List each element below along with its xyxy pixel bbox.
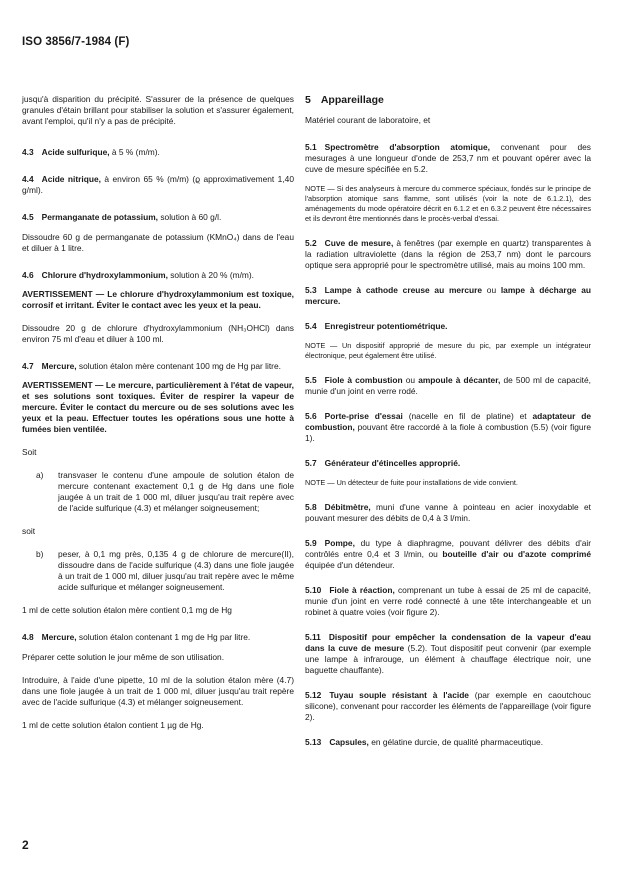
note-5-7: NOTE — Un détecteur de fuite pour installations de vide convient.	[305, 478, 518, 487]
clause-title: Permanganate de potassium,	[41, 212, 159, 222]
clause-5-2	[305, 238, 591, 271]
clause-text: (par exemple en caoutchouc silicone), convenant pour raccorder les éléments de l'appareillage (voir figure 2).	[305, 690, 591, 722]
clause-4-7	[22, 361, 294, 372]
clause-text: à 5 % (m/m).	[109, 147, 160, 157]
clause-number: 4.7	[22, 361, 34, 371]
clause-text: solution à 60 g/l.	[158, 212, 222, 222]
clause-text: solution étalon contenant 1 mg de Hg par litre.	[76, 632, 251, 642]
clause-number: 4.4	[22, 174, 34, 184]
clause-4-8-paragraph: Introduire, à l'aide d'une pipette, 10 ml de la solution étalon mère (4.7) dans une fiole jaugée à un trait de 1 000 ml, diluer jusqu'au trait repère avec de l'acide sulfurique (4.3) et mélanger soigneusement.	[22, 675, 294, 707]
clause-5-8	[305, 502, 591, 524]
clause-number: 4.3	[22, 147, 34, 157]
clause-4-4	[22, 174, 294, 196]
warning-4-6: AVERTISSEMENT — Le chlorure d'hydroxylammonium est toxique, corrosif et irritant. Éviter le contact avec les yeux et la peau.	[22, 289, 294, 310]
clause-number: 5.13	[305, 737, 322, 747]
clause-title: Fiole à réaction,	[329, 585, 395, 595]
list-item-a	[22, 470, 294, 514]
clause-4-3	[22, 147, 294, 158]
clause-title: Fiole à combustion	[324, 375, 403, 385]
note-5-4: NOTE — Un dispositif approprié de mesure du pic, par exemple un intégrateur électronique, peut également être utilisé.	[305, 341, 591, 360]
clause-number: 5.12	[305, 690, 322, 700]
clause-number: 4.6	[22, 270, 34, 280]
clause-title: bouteille d'air ou d'azote comprimé	[442, 549, 591, 559]
clause-title: Porte-prise d'essai	[324, 411, 403, 421]
clause-5-4	[305, 321, 591, 332]
clause-title: Acide nitrique,	[41, 174, 101, 184]
left-column	[22, 94, 294, 731]
clause-4-8-paragraph: Préparer cette solution le jour même de son utilisation.	[22, 652, 225, 662]
clause-text: (5.2). Tout dispositif peut convenir (par exemple une lampe à infrarouge, un élément à chauffage électrique noir, une baguette chauffante).	[305, 643, 591, 675]
clause-title: Chlorure d'hydroxylammonium,	[41, 270, 168, 280]
soit-label: Soit	[22, 447, 37, 457]
clause-4-8-paragraph: 1 ml de cette solution étalon contient 1 µg de Hg.	[22, 720, 204, 730]
list-item-label: a)	[36, 470, 44, 480]
clause-5-5	[305, 375, 591, 397]
clause-text: en gélatine durcie, de qualité pharmaceutique.	[368, 737, 544, 747]
clause-text: solution à 20 % (m/m).	[167, 270, 255, 280]
clause-title: Capsules,	[329, 737, 369, 747]
clause-number: 5.6	[305, 411, 317, 421]
clause-4-6-paragraph: Dissoudre 20 g de chlorure d'hydroxylammonium (NH₃OHCl) dans environ 75 ml d'eau et diluer à 100 ml.	[22, 323, 294, 344]
clause-5-10	[305, 585, 591, 618]
note-5-1: NOTE — Si des analyseurs à mercure du commerce spéciaux, fondés sur le principe de l'absorption atomique sans flamme, sont utilisés (voir la note de 6.1.2.1), des aménagements du mode opératoire décrit en 6.1.2 et en 6.3.2 peuvent être nécessaires et ils devront être mentionnés dans le procès-verbal d'essai.	[305, 184, 591, 223]
clause-4-6	[22, 270, 294, 281]
clause-title: Dispositif pour empêcher la condensation de la vapeur d'eau dans la cuve de mesure	[305, 632, 591, 653]
clause-number: 5.5	[305, 375, 317, 385]
right-column	[305, 94, 591, 748]
clause-text: solution étalon mère contenant 100 mg de Hg par litre.	[76, 361, 281, 371]
clause-5-12	[305, 690, 591, 723]
clause-title: Débitmètre,	[324, 502, 371, 512]
clause-title: Spectromètre d'absorption atomique,	[324, 142, 490, 152]
clause-number: 5.7	[305, 458, 317, 468]
page-number: 2	[22, 838, 29, 852]
clause-text: comprenant un tube à essai de 25 ml de capacité, munie d'un joint en verre rodé connecté à une tête interchangeable et un robinet à quatre voies (voir figure 2).	[305, 585, 592, 617]
clause-text: ou	[482, 285, 501, 295]
clause-title: Pompe,	[324, 538, 355, 548]
clause-5-9	[305, 538, 591, 571]
clause-text: ou	[402, 375, 419, 385]
clause-5-3	[305, 285, 591, 307]
clause-text: muni d'une vanne à pointeau en acier inoxydable et pouvant mesurer des débits de 0,4 à 3 l/min.	[305, 502, 591, 523]
clause-4-7-conclusion: 1 ml de cette solution étalon mère contient 0,1 mg de Hg	[22, 605, 232, 615]
clause-4-5-paragraph: Dissoudre 60 g de permanganate de potassium (KMnO₄) dans de l'eau et diluer à 1 litre.	[22, 232, 294, 253]
clause-number: 4.5	[22, 212, 34, 222]
clause-title: Mercure,	[41, 632, 77, 642]
section-title: Appareillage	[320, 94, 384, 106]
warning-4-7: AVERTISSEMENT — Le mercure, particulièrement à l'état de vapeur, et ses solutions sont toxiques. Éviter de respirer la vapeur de mercure. Éviter le contact du mercure ou de ses solutions avec les yeux et la peau. Effectuer toutes les opérations sous une hotte à fumées bien ventilée.	[22, 380, 294, 434]
section-intro: Matériel courant de laboratoire, et	[305, 115, 431, 125]
clause-number: 5.10	[305, 585, 322, 595]
clause-number: 5.9	[305, 538, 317, 548]
soit-label: soit	[22, 526, 36, 536]
list-item-label: b)	[36, 549, 44, 559]
clause-text: de 500 ml de capacité, munie d'un joint en verre rodé.	[305, 375, 591, 396]
clause-text: (nacelle en fil de platine) et	[402, 411, 533, 421]
clause-5-1	[305, 142, 591, 175]
clause-title: Lampe à cathode creuse au mercure	[324, 285, 483, 295]
clause-text: convenant pour des mesurages à une longueur d'onde de 253,7 nm et pouvant opérer avec la cuve de mesure spécifiée en 5.2.	[305, 142, 591, 174]
clause-title: ampoule à décanter,	[418, 375, 501, 385]
clause-number: 5.8	[305, 502, 317, 512]
clause-number: 5.4	[305, 321, 317, 331]
clause-4-8	[22, 632, 294, 643]
clause-text: à environ 65 % (m/m) (ϱ approximativement 1,40 g/ml).	[22, 174, 294, 195]
clause-5-13	[305, 737, 591, 748]
document-header: ISO 3856/7-1984 (F)	[22, 36, 130, 48]
section-heading	[305, 94, 591, 106]
clause-5-6	[305, 411, 591, 444]
intro-paragraph: jusqu'à disparition du précipité. S'assurer de la présence de quelques granules d'étain brillant pour stabiliser la solution et s'assurer également, avant l'emploi, qu'il n'y a pas de précipité.	[22, 94, 294, 126]
clause-title: Mercure,	[41, 361, 77, 371]
clause-title: Acide sulfurique,	[41, 147, 110, 157]
clause-text: équipée d'un détendeur.	[305, 560, 395, 570]
clause-title: Enregistreur potentiométrique.	[324, 321, 448, 331]
clause-5-7	[305, 458, 591, 469]
clause-text: pouvant être raccordé à la fiole à combustion (5.5) (voir figure 1).	[305, 422, 591, 443]
clause-number: 4.8	[22, 632, 34, 642]
clause-title: Tuyau souple résistant à l'acide	[329, 690, 469, 700]
clause-title: adaptateur de combustion,	[305, 411, 591, 432]
clause-number: 5.2	[305, 238, 317, 248]
clause-number: 5.1	[305, 142, 317, 152]
clause-title: lampe à décharge au mercure.	[305, 285, 591, 306]
clause-5-11	[305, 632, 591, 676]
section-number: 5	[305, 94, 311, 106]
list-item-b	[22, 549, 294, 593]
clause-text: du type à diaphragme, pouvant délivrer des débits d'air contrôlés entre 0,4 et 3 l/min, ou	[305, 538, 591, 559]
list-item-text: peser, à 0,1 mg près, 0,135 4 g de chlorure de mercure(II), dissoudre dans de l'acide sulfurique (4.3) dans une fiole jaugée à un trait de 1 000 ml, diluer jusqu'au trait repère avec le même acide sulfurique et mélanger soigneusement.	[58, 549, 294, 592]
clause-text: à fenêtres (par exemple en quartz) transparentes à la radiation ultraviolette (dans la région de 253,7 nm) dont le parcours optique sera approprié pour le spectromètre utilisé, mais au moins 100 mm.	[305, 238, 591, 270]
clause-number: 5.11	[305, 632, 321, 642]
clause-title: Générateur d'étincelles approprié.	[324, 458, 461, 468]
clause-title: Cuve de mesure,	[324, 238, 394, 248]
clause-4-5	[22, 212, 294, 223]
clause-number: 5.3	[305, 285, 317, 295]
list-item-text: transvaser le contenu d'une ampoule de solution étalon de mercure contenant exactement 0,1 g de Hg dans une fiole jaugée à un trait de 1 000 ml, diluer jusqu'au trait repère avec de l'acide sulfurique (4.3) et mélanger soigneusement;	[58, 470, 294, 513]
